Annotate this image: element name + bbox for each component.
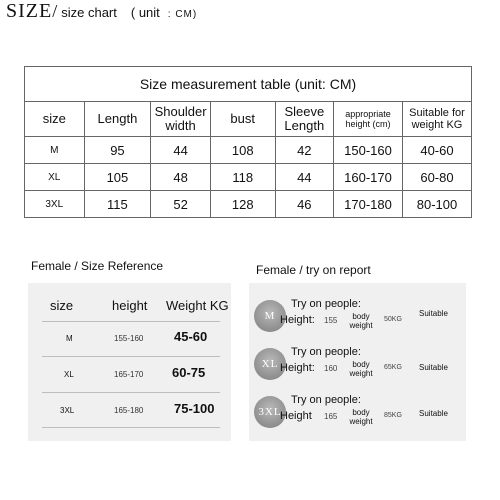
ref-header-height: height — [112, 298, 148, 313]
table-cell: 80-100 — [402, 191, 471, 218]
try-on-people-label: Try on people: — [291, 394, 361, 406]
table-cell: 115 — [84, 191, 151, 218]
weight-value: 50KG — [384, 316, 402, 323]
table-cell: XL — [25, 164, 85, 191]
size-chart-header — [6, 0, 197, 22]
ref-header-weight: Weight KG — [166, 298, 229, 313]
size-chart-subtitle: size chart — [61, 5, 117, 20]
table-cell: 160-170 — [334, 164, 403, 191]
table-cell: 44 — [275, 164, 333, 191]
table-row — [25, 164, 472, 191]
table-cell: 108 — [210, 137, 275, 164]
height-value: 160 — [324, 364, 338, 373]
table-cell: 95 — [84, 137, 151, 164]
table-cell: 52 — [151, 191, 211, 218]
table-cell: 44 — [151, 137, 211, 164]
fit-result: Suitable — [419, 409, 448, 418]
col-header-suitable-weight: Suitable for weight KG — [402, 102, 471, 137]
col-header-size: size — [25, 102, 85, 137]
model-avatar-icon: 3XL — [254, 396, 286, 428]
body-weight-label: body weight — [349, 408, 373, 426]
ref-size: 3XL — [60, 406, 75, 415]
col-header-shoulder-width: Shoulder width — [151, 102, 211, 137]
list-item — [28, 358, 231, 392]
fit-result: Suitable — [419, 309, 448, 318]
ref-header-size: size — [50, 298, 74, 313]
height-value: 165 — [324, 412, 338, 421]
divider — [42, 356, 220, 357]
divider — [42, 392, 220, 393]
try-on-report-title: Female / try on report — [256, 263, 371, 277]
divider — [42, 427, 220, 428]
ref-weight: 75-100 — [174, 401, 215, 416]
try-on-people-label: Try on people: — [291, 298, 361, 310]
weight-value: 65KG — [384, 364, 402, 371]
try-on-item — [249, 295, 466, 343]
size-heading: SIZE — [6, 0, 53, 22]
table-cell: 48 — [151, 164, 211, 191]
ref-weight: 45-60 — [174, 329, 208, 344]
list-item — [28, 322, 231, 356]
fit-result: Suitable — [419, 363, 448, 372]
height-value: 155 — [324, 316, 338, 325]
size-reference-panel — [28, 283, 231, 441]
table-title: Size measurement table (unit: CM) — [25, 67, 472, 102]
table-cell: 3XL — [25, 191, 85, 218]
table-cell: 170-180 — [334, 191, 403, 218]
model-avatar-icon: XL — [254, 348, 286, 380]
col-header-length: Length — [84, 102, 151, 137]
height-label: Height: — [280, 314, 315, 326]
try-on-item — [249, 391, 466, 439]
table-row — [25, 137, 472, 164]
unit-cm-label: : CM) — [167, 9, 198, 20]
size-measurement-table — [24, 66, 472, 218]
ref-height: 165-180 — [114, 406, 144, 415]
table-row — [25, 191, 472, 218]
table-cell: 60-80 — [402, 164, 471, 191]
col-header-bust: bust — [210, 102, 275, 137]
table-cell: 42 — [275, 137, 333, 164]
weight-value: 85KG — [384, 412, 402, 419]
ref-size: XL — [64, 370, 74, 379]
table-cell: 128 — [210, 191, 275, 218]
ref-height: 165-170 — [114, 370, 144, 379]
try-on-people-label: Try on people: — [291, 346, 361, 358]
table-cell: 118 — [210, 164, 275, 191]
size-heading-slash: / — [52, 1, 58, 21]
try-on-report-panel — [249, 283, 466, 441]
try-on-item — [249, 343, 466, 391]
model-avatar-icon: M — [254, 300, 286, 332]
height-label: Height — [280, 410, 312, 422]
table-cell: 40-60 — [402, 137, 471, 164]
table-cell: 150-160 — [334, 137, 403, 164]
table-cell: 105 — [84, 164, 151, 191]
height-label: Height: — [280, 362, 315, 374]
ref-weight: 60-75 — [172, 365, 206, 380]
ref-size: M — [66, 334, 73, 343]
table-cell: 46 — [275, 191, 333, 218]
size-reference-title: Female / Size Reference — [31, 259, 164, 273]
unit-label: ( unit — [130, 5, 160, 20]
col-header-appropriate-height: appropriate height (cm) — [334, 102, 403, 137]
col-header-sleeve-length: Sleeve Length — [275, 102, 333, 137]
list-item — [28, 394, 231, 428]
table-cell: M — [25, 137, 85, 164]
ref-height: 155-160 — [114, 334, 144, 343]
body-weight-label: body weight — [349, 360, 373, 378]
body-weight-label: body weight — [349, 312, 373, 330]
